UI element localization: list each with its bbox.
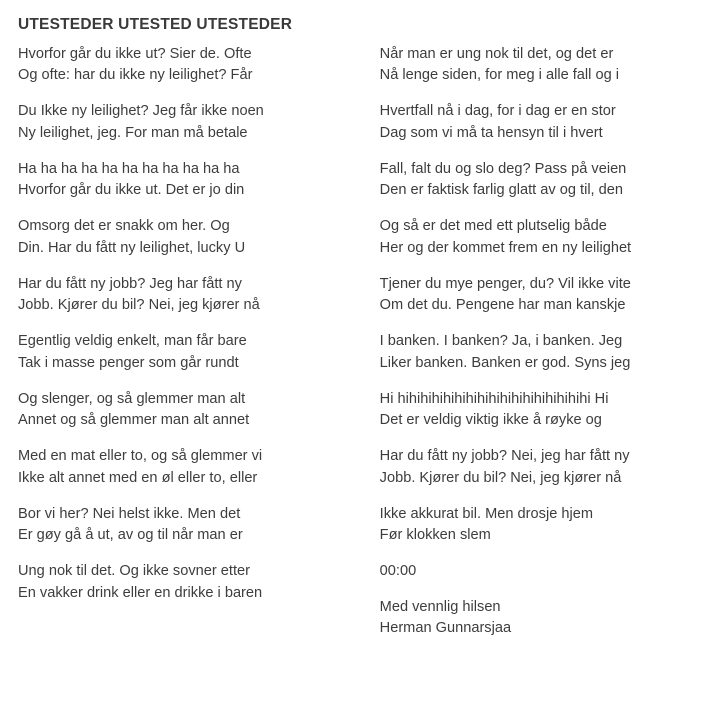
- text-line: Det er veldig viktig ikke å røyke og: [379, 412, 602, 429]
- stanza: [18, 44, 370, 87]
- text-line: Ikke akkurat bil. Men drosje hjem: [379, 505, 593, 522]
- stanza: [18, 561, 370, 604]
- text-line: Om det du. Pengene har man kanskje: [379, 297, 626, 314]
- text-line: Tak i masse penger som går rundt: [18, 354, 239, 371]
- stanza: [380, 274, 704, 317]
- left-column: [18, 44, 380, 619]
- stanza: [380, 389, 704, 432]
- text-line: Hvertfall nå i dag, for i dag er en stor: [379, 103, 616, 120]
- signoff-name: Herman Gunnarsjaa: [379, 620, 512, 637]
- text-line: Din. Har du fått ny leilighet, lucky U: [18, 239, 246, 256]
- text-line: Har du fått ny jobb? Nei, jeg har fått ny: [379, 448, 630, 465]
- signoff: [380, 597, 704, 639]
- text-line: Fall, falt du og slo deg? Pass på veien: [379, 160, 627, 177]
- text-line: Hi hihihihihihihihihihihihihihihihihi Hi: [379, 390, 609, 407]
- stanza: [18, 216, 370, 259]
- text-line: Og så er det med ett plutselig både: [379, 218, 607, 235]
- text-line: Ikke alt annet med en øl eller to, eller: [18, 469, 258, 486]
- text-line: Den er faktisk farlig glatt av og til, den: [379, 182, 624, 199]
- stanza: [18, 504, 370, 547]
- stanza: [18, 159, 370, 202]
- text-line: Egentlig veldig enkelt, man får bare: [18, 333, 247, 350]
- text-line: Her og der kommet frem en ny leilighet: [379, 239, 632, 256]
- timestamp: 00:00: [379, 563, 417, 580]
- text-line: Og ofte: har du ikke ny leilighet? Får: [18, 67, 253, 84]
- stanza: [380, 331, 704, 374]
- stanza: [380, 216, 704, 259]
- text-line: Dag som vi må ta hensyn til i hvert: [379, 124, 603, 141]
- stanza: [18, 331, 370, 374]
- text-line: Ny leilighet, jeg. For man må betale: [18, 124, 248, 141]
- stanza: [380, 159, 704, 202]
- text-line: Er gøy gå å ut, av og til når man er: [18, 527, 243, 544]
- signoff-greeting: Med vennlig hilsen: [379, 599, 501, 616]
- text-line: Omsorg det er snakk om her. Og: [18, 218, 230, 235]
- text-line: Har du fått ny jobb? Jeg har fått ny: [18, 275, 242, 292]
- stanza: [380, 446, 704, 489]
- stanza: [18, 446, 370, 489]
- text-line: Jobb. Kjører du bil? Nei, jeg kjører nå: [379, 469, 622, 486]
- stanza: [380, 504, 704, 547]
- page-title: UTESTEDER UTESTED UTESTEDER: [18, 16, 293, 33]
- text-line: Når man er ung nok til det, og det er: [379, 45, 614, 62]
- text-line: Du Ikke ny leilighet? Jeg får ikke noen: [18, 103, 264, 120]
- stanza: [380, 101, 704, 144]
- text-line: Annet og så glemmer man alt annet: [18, 412, 250, 429]
- text-line: Jobb. Kjører du bil? Nei, jeg kjører nå: [18, 297, 260, 314]
- text-line: Før klokken slem: [379, 527, 491, 544]
- text-line: Tjener du mye penger, du? Vil ikke vite: [379, 275, 631, 292]
- text-line: Liker banken. Banken er god. Syns jeg: [379, 354, 631, 371]
- text-line: Ung nok til det. Og ikke sovner etter: [18, 563, 250, 580]
- text-line: I banken. I banken? Ja, i banken. Jeg: [379, 333, 623, 350]
- stanza: [18, 101, 370, 144]
- stanza: [18, 274, 370, 317]
- text-line: Hvorfor går du ikke ut? Sier de. Ofte: [18, 45, 252, 62]
- text-line: Nå lenge siden, for meg i alle fall og i: [379, 67, 619, 84]
- two-column-body: [18, 44, 704, 654]
- text-line: Med en mat eller to, og så glemmer vi: [18, 448, 263, 465]
- text-line: Hvorfor går du ikke ut. Det er jo din: [18, 182, 245, 199]
- text-line: Bor vi her? Nei helst ikke. Men det: [18, 505, 241, 522]
- text-line: En vakker drink eller en drikke i baren: [18, 584, 263, 601]
- stanza: [18, 389, 370, 432]
- right-column: [380, 44, 704, 654]
- stanza: [380, 44, 704, 87]
- text-line: Og slenger, og så glemmer man alt: [18, 390, 246, 407]
- text-line: Ha ha ha ha ha ha ha ha ha ha ha: [18, 160, 240, 177]
